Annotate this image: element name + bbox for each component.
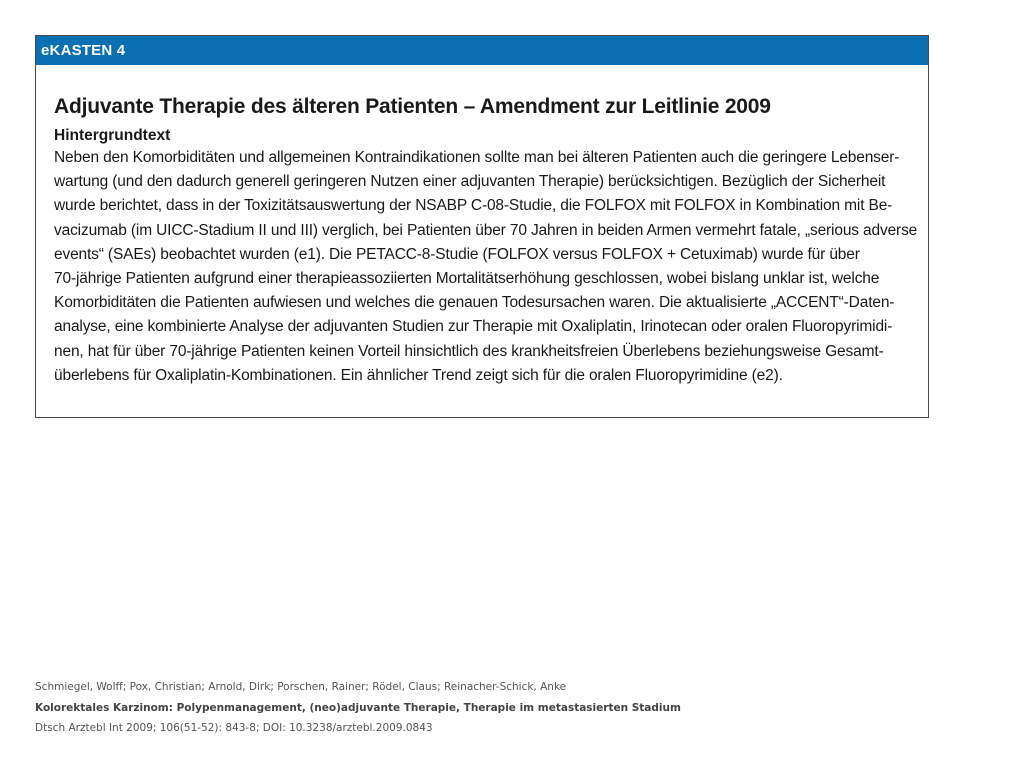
citation-article-title: Kolorektales Karzinom: Polypenmanagement, (neo)adjuvante Therapie, Therapie im metastasierten Stadium <box>35 701 681 714</box>
body-line: wurde berichtet, dass in der Toxizitätsauswertung der NSABP C-08-Studie, die FOLFOX mit FOLFOX in Kombination mit Be- <box>54 197 893 215</box>
citation-reference: Dtsch Arztebl Int 2009; 106(51-52): 843-8; DOI: 10.3238/arztebl.2009.0843 <box>35 722 433 734</box>
body-line: Komorbiditäten die Patienten aufwiesen und welches die genauen Todesursachen waren. Die aktualisierte „ACCENT“-Daten- <box>54 294 895 312</box>
box-subtitle: Hintergrundtext <box>54 127 171 144</box>
body-line: überlebens für Oxaliplatin-Kombinationen. Ein ähnlicher Trend zeigt sich für die oralen Fluoropyrimidine (e2). <box>54 366 783 384</box>
box-title: Adjuvante Therapie des älteren Patienten – Amendment zur Leitlinie 2009 <box>54 95 771 118</box>
body-line: 70-jährige Patienten aufgrund einer therapieassoziierten Mortalitätserhöhung geschlossen, wobei bislang unklar ist, welche <box>54 270 880 288</box>
body-line: nen, hat für über 70-jährige Patienten keinen Vorteil hinsichtlich des krankheitsfreien Überlebens beziehungsweise Gesamt- <box>54 342 884 360</box>
citation <box>35 677 681 739</box>
body-line: Neben den Komorbiditäten und allgemeinen Kontraindikationen sollte man bei älteren Patienten auch die geringere Lebenser- <box>54 149 900 166</box>
body-line: vacizumab (im UICC-Stadium II und III) verglich, bei Patienten über 70 Jahren in beiden Armen vermehrt fatale, „serious adverse <box>54 221 918 239</box>
citation-authors: Schmiegel, Wolff; Pox, Christian; Arnold, Dirk; Porschen, Rainer; Rödel, Claus; Reinacher-Schick, Anke <box>35 681 567 693</box>
body-line: analyse, eine kombinierte Analyse der adjuvanten Studien zur Therapie mit Oxaliplatin, Irinotecan oder oralen Fluoropyrimidi- <box>54 318 893 336</box>
body-line: wartung (und den dadurch generell geringeren Nutzen einer adjuvanten Therapie) berücksichtigen. Bezüglich der Sicherheit <box>54 173 886 191</box>
body-line: events“ (SAEs) beobachtet wurden (e1). Die PETACC-8-Studie (FOLFOX versus FOLFOX + Cetuximab) wurde für über <box>54 245 860 263</box>
box-header: eKASTEN 4 <box>36 36 928 65</box>
info-box <box>35 35 929 418</box>
box-body <box>54 146 918 388</box>
